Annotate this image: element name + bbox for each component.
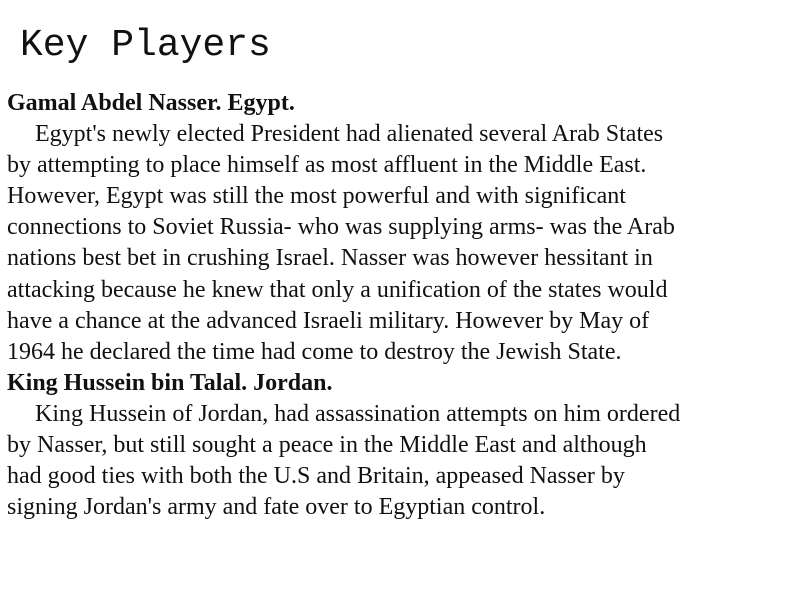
section-heading-hussein: King Hussein bin Talal. Jordan. bbox=[7, 369, 333, 396]
body-line: King Hussein of Jordan, had assassination attempts on him ordered bbox=[35, 400, 681, 427]
slide-body bbox=[7, 88, 782, 523]
body-line: 1964 he declared the time had come to destroy the Jewish State. bbox=[7, 338, 622, 365]
body-line: signing Jordan's army and fate over to Egyptian control. bbox=[7, 494, 546, 521]
slide-title: Key Players bbox=[20, 24, 271, 67]
body-line: Egypt's newly elected President had alienated several Arab States bbox=[35, 121, 664, 148]
body-line: had good ties with both the U.S and Britain, appeased Nasser by bbox=[7, 463, 625, 490]
body-line: by attempting to place himself as most affluent in the Middle East. bbox=[7, 152, 647, 179]
body-line: However, Egypt was still the most powerful and with significant bbox=[7, 183, 626, 210]
body-line: nations best bet in crushing Israel. Nasser was however hessitant in bbox=[7, 245, 653, 272]
body-line: have a chance at the advanced Israeli military. However by May of bbox=[7, 307, 650, 334]
body-line: connections to Soviet Russia- who was supplying arms- was the Arab bbox=[7, 214, 675, 241]
body-line: attacking because he knew that only a unification of the states would bbox=[7, 276, 668, 303]
section-heading-nasser: Gamal Abdel Nasser. Egypt. bbox=[7, 90, 295, 116]
body-line: by Nasser, but still sought a peace in the Middle East and although bbox=[7, 432, 647, 459]
